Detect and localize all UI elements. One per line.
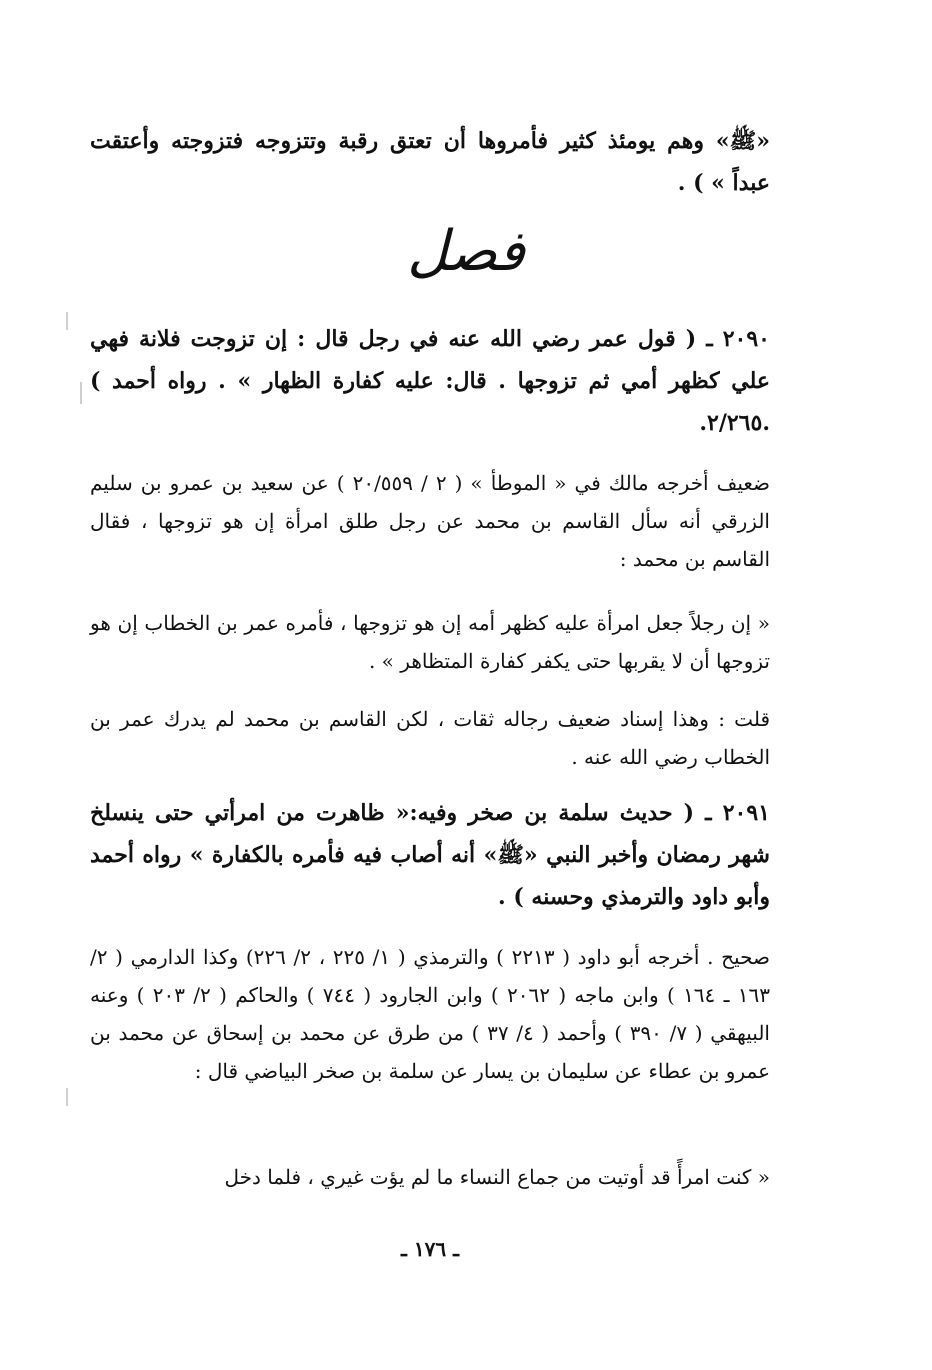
commentary-2091-text-2: « كنت امرأً قد أوتيت من جماع النساء ما لم يؤت غيري ، فلما دخل — [224, 1165, 770, 1189]
scan-mark — [80, 382, 82, 404]
section-heading: فصل — [407, 219, 525, 284]
hadith-2091-text: ٢٠٩١ ـ ( حديث سلمة بن صخر وفيه:« ظاهرت من امرأتي حتى ينسلخ شهر رمضان وأخبر النبي «ﷺ» أنه أصاب فيه فأمره بالكفارة » رواه أحمد وأبو داود والترمذي وحسنه ) . — [90, 800, 770, 910]
commentary-2090-text-3: قلت : وهذا إسناد ضعيف رجاله ثقات ، لكن القاسم بن محمد لم يدرك عمر بن الخطاب رضي الله عنه . — [90, 707, 770, 769]
hadith-2090-text: ٢٠٩٠ ـ ( قول عمر رضي الله عنه في رجل قال : إن تزوجت فلانة فهي علي كظهر أمي ثم تزوجها . قال: عليه كفارة الظهار » . رواه أحمد ) .٢/٢٦٥. — [90, 326, 770, 436]
commentary-2091-para1 — [90, 938, 770, 1090]
commentary-2090-para2 — [90, 604, 770, 680]
scan-mark — [66, 1088, 68, 1106]
intro-text: «ﷺ» وهم يومئذ كثير فأمروها أن تعتق رقبة وتتزوجه فتزوجته وأعتقت عبداً » ) . — [90, 128, 770, 196]
commentary-2090-para3 — [90, 700, 770, 776]
intro-paragraph — [90, 120, 770, 204]
page-number: ـ ١٧٦ ـ — [401, 1237, 459, 1261]
hadith-2090 — [90, 318, 770, 444]
scan-mark — [66, 312, 68, 330]
commentary-2090-para1 — [90, 464, 770, 578]
commentary-2090-text-2: « إن رجلاً جعل امرأة عليه كظهر أمه إن هو تزوجها ، فأمره عمر بن الخطاب إن هو تزوجها أن لا يقربها حتى يكفر كفارة المتظاهر » . — [90, 611, 770, 673]
commentary-2091-text-1: صحيح . أخرجه أبو داود ( ٢٢١٣ ) والترمذي ( ١/ ٢٢٥ ، ٢/ ٢٢٦) وكذا الدارمي ( ٢/ ١٦٣ ـ ١٦٤ ) وابن ماجه ( ٢٠٦٢ ) وابن الجارود ( ٧٤٤ ) والحاكم ( ٢/ ٢٠٣ ) وعنه البيهقي ( ٧/ ٣٩٠ ) وأحمد ( ٤/ ٣٧ ) من طرق عن محمد بن إسحاق عن محمد بن عمرو بن عطاء عن سليمان بن يسار عن سلمة بن صخر البياضي قال : — [90, 945, 771, 1083]
hadith-2091 — [90, 792, 770, 918]
commentary-2090-text-1: ضعيف أخرجه مالك في « الموطأ » ( ٢ / ٢٠/٥٥٩ ) عن سعيد بن عمرو بن سليم الزرقي أنه سأل القاسم بن محمد عن رجل طلق امرأة إن هو تزوجها ، فقال القاسم بن محمد : — [90, 471, 771, 571]
commentary-2091-para2 — [90, 1158, 770, 1196]
